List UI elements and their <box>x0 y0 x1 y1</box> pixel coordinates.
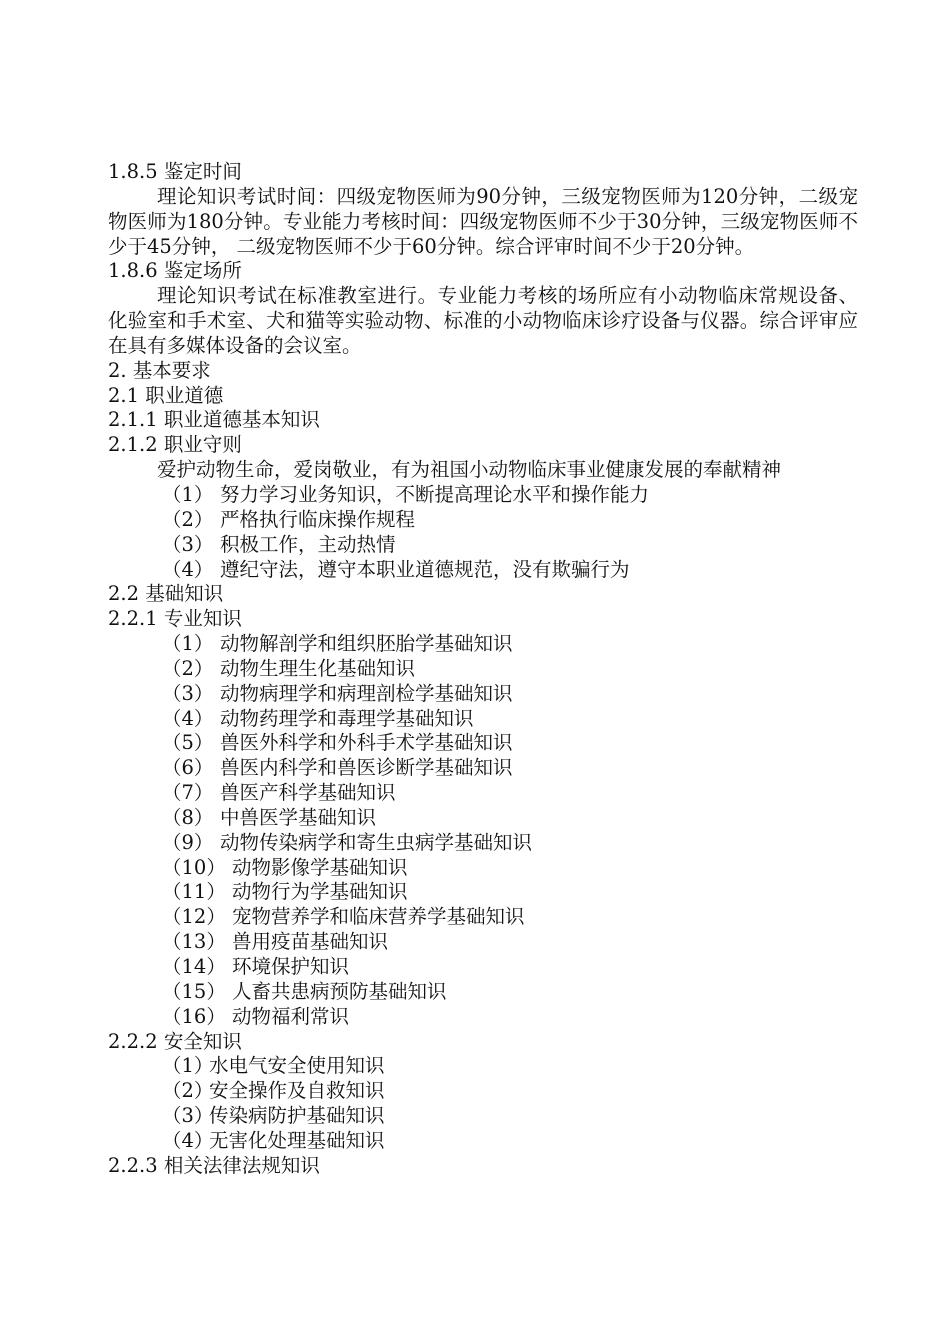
heading-2-1-1: 2.1.1 职业道德基本知识 <box>108 408 320 432</box>
list-number: （4） <box>162 557 214 581</box>
list-text: 动物生理生化基础知识 <box>220 656 416 680</box>
list-number: （1） <box>162 1054 214 1078</box>
list-item <box>108 632 858 657</box>
list-text: 遵纪守法，遵守本职业道德规范，没有欺骗行为 <box>220 557 630 581</box>
list-text: 水电气安全使用知识 <box>209 1054 385 1078</box>
list-item <box>108 980 858 1005</box>
list-item <box>108 955 858 980</box>
list-item <box>108 533 858 558</box>
list-text: 安全操作及自救知识 <box>209 1079 385 1103</box>
list-text: 努力学习业务知识，不断提高理论水平和操作能力 <box>220 482 650 506</box>
list-number: （10） <box>162 855 226 879</box>
list-number: （9） <box>162 830 214 854</box>
list-text: 动物解剖学和组织胚胎学基础知识 <box>220 632 513 656</box>
list-text: 环境保护知识 <box>232 955 350 978</box>
list-number: （6） <box>162 756 214 780</box>
heading-2-1: 2.1 职业道德 <box>108 383 224 407</box>
list-item <box>108 806 858 831</box>
list-item <box>108 930 858 955</box>
list-text: 动物病理学和病理剖检学基础知识 <box>220 681 513 705</box>
heading-2-2-1: 2.2.1 专业知识 <box>108 607 242 631</box>
list-item <box>108 1054 858 1079</box>
list-number: （2） <box>162 1079 214 1103</box>
list-item <box>108 1005 858 1030</box>
heading-1-8-5: 1.8.5 鉴定时间 <box>108 160 242 183</box>
list-text: 中兽医学基础知识 <box>220 805 377 829</box>
list-item <box>108 558 858 583</box>
heading-2-2-2: 2.2.2 安全知识 <box>108 1029 242 1053</box>
list-text: 传染病防护基础知识 <box>209 1104 385 1128</box>
list-text: 宠物营养学和临床营养学基础知识 <box>232 905 525 929</box>
list-text: 严格执行临床操作规程 <box>220 507 416 531</box>
list-number: （2） <box>162 507 214 531</box>
list-number: （1） <box>162 482 214 506</box>
list-text: 动物药理学和毒理学基础知识 <box>220 706 474 730</box>
list-item <box>108 1079 858 1104</box>
list-text: 动物影像学基础知识 <box>232 855 408 879</box>
list-number: （4） <box>162 706 214 730</box>
list-number: （15） <box>162 979 226 1003</box>
paragraph-exam-venue: 理论知识考试在标准教室进行。专业能力考核的场所应有小动物临床常规设备、化验室和手术室、犬和猫等实验动物、标准的小动物临床诊疗设备与仪器。综合评审应在具有多媒体设备的会议室。 <box>108 284 858 357</box>
list-item <box>108 707 858 732</box>
list-text: 兽医产科学基础知识 <box>220 781 396 805</box>
document-page <box>108 160 858 1179</box>
list-text: 人畜共患病预防基础知识 <box>232 979 447 1003</box>
list-item <box>108 831 858 856</box>
list-item <box>108 682 858 707</box>
heading-2-1-2: 2.1.2 职业守则 <box>108 433 242 457</box>
paragraph-code-of-conduct: 爱护动物生命，爱岗敬业，有为祖国小动物临床事业健康发展的奉献精神 <box>157 458 782 482</box>
list-text: 兽医外科学和外科手术学基础知识 <box>220 731 513 755</box>
paragraph-exam-time: 理论知识考试时间：四级宠物医师为90分钟，三级宠物医师为120分钟，二级宠物医师为180分钟。专业能力考核时间：四级宠物医师不少于30分钟，三级宠物医师不少于45分钟， 二级宠物医师不少于60分钟。综合评审时间不少于20分钟。 <box>108 184 858 258</box>
list-item <box>108 905 858 930</box>
list-item <box>108 756 858 781</box>
list-item <box>108 731 858 756</box>
list-item <box>108 508 858 533</box>
list-number: （2） <box>162 656 214 680</box>
list-number: （3） <box>162 532 214 556</box>
list-number: （5） <box>162 731 214 755</box>
list-number: （7） <box>162 781 214 805</box>
list-text: 无害化处理基础知识 <box>209 1128 385 1152</box>
list-item <box>108 1104 858 1129</box>
list-item <box>108 483 858 508</box>
list-text: 动物传染病学和寄生虫病学基础知识 <box>220 830 533 854</box>
list-text: 动物行为学基础知识 <box>232 880 408 904</box>
list-text: 动物福利常识 <box>232 1004 350 1028</box>
list-number: （1） <box>162 632 214 656</box>
list-text: 积极工作，主动热情 <box>220 532 396 556</box>
list-number: （3） <box>162 1104 214 1128</box>
list-item <box>108 1129 858 1154</box>
list-item <box>108 781 858 806</box>
list-number: （4） <box>162 1128 214 1152</box>
heading-2: 2. 基本要求 <box>108 358 211 382</box>
list-text: 兽用疫苗基础知识 <box>232 930 389 954</box>
list-number: （12） <box>162 905 226 929</box>
list-item <box>108 856 858 881</box>
list-number: （11） <box>162 880 226 904</box>
heading-2-2: 2.2 基础知识 <box>108 582 224 606</box>
list-number: （13） <box>162 930 226 954</box>
list-number: （16） <box>162 1004 226 1028</box>
list-number: （3） <box>162 681 214 705</box>
list-number: （14） <box>162 955 226 978</box>
list-item <box>108 657 858 682</box>
list-text: 兽医内科学和兽医诊断学基础知识 <box>220 756 513 780</box>
list-number: （8） <box>162 805 214 829</box>
list-item <box>108 880 858 905</box>
heading-2-2-3: 2.2.3 相关法律法规知识 <box>108 1153 320 1177</box>
heading-1-8-6: 1.8.6 鉴定场所 <box>108 259 242 283</box>
